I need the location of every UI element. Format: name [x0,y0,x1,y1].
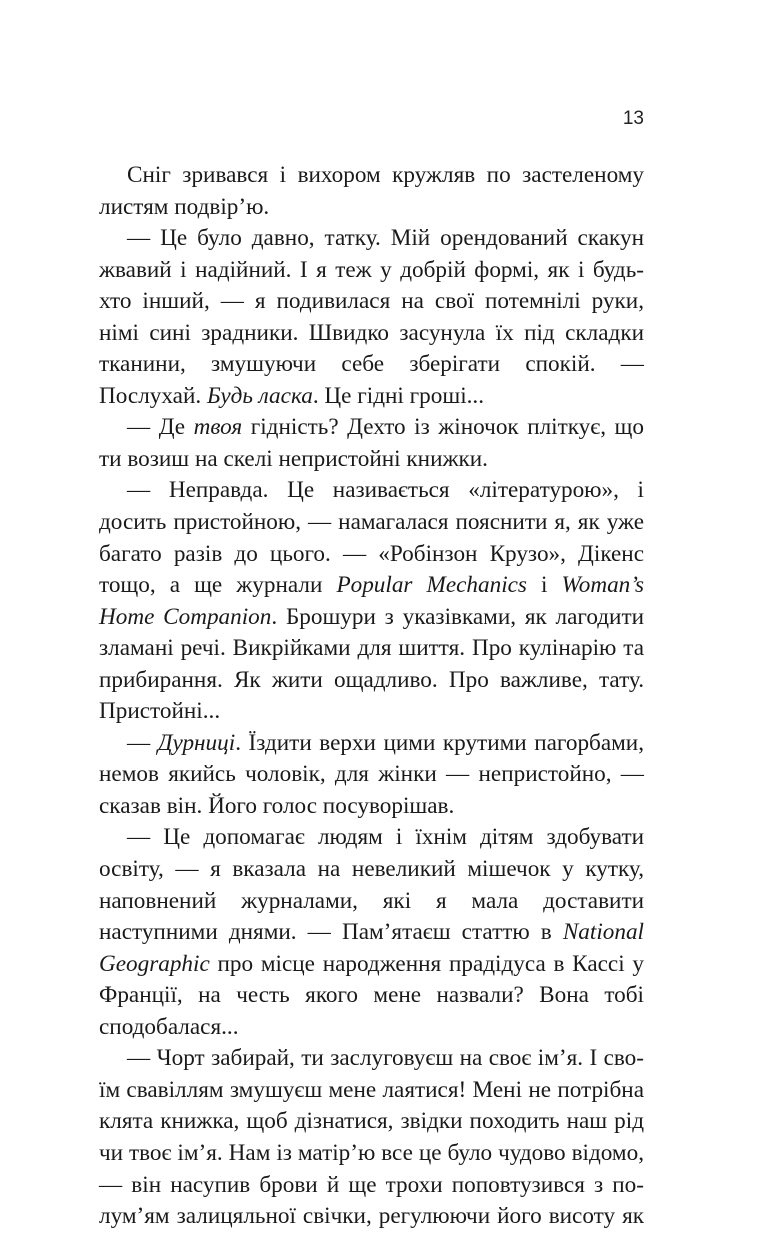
paragraph [99,160,644,223]
text-run: — Неправда. Це називається «літературою», і досить пристойною, — намагалася пояснити я, як уже багато разів до цього. — «Робінзон Крузо», Дікенс тощо, а ще журнали [99,477,644,599]
italic-text: Дурниці [157,729,236,756]
italic-text: твоя [193,414,243,441]
text-run: — Чорт забирай, ти заслуговуєш на своє ім’я. І своїм свавіллям змушуєш мене лаятися! Мені не потрібна клята книжка, щоб дізнатися, звідки походить наш рід чи твоє ім’я. Нам із матір’ю все це було чудово відомо, — він насупив брови й ще трохи поповтузився з полум’ям залицяльної свічки, регулюючи його висоту як [99,1045,644,1230]
paragraph [99,412,644,475]
paragraph [99,728,644,823]
paragraph [99,822,644,1043]
paragraph [99,1043,644,1232]
text-run: Сніг зривався і вихором кружляв по застеленому листям подвір’ю. [99,162,644,220]
body-text [99,160,644,1233]
text-run: — [127,729,158,756]
text-run: гідність? Дехто із жіночок пліткує, що ти возиш на скелі непристойні книжки. [99,414,644,472]
paragraph [99,223,644,412]
text-run: . Їздити верхи цими крутими пагорбами, немов якийсь чоловік, для жінки — непристойно, — сказав він. Його голос посуворішав. [99,729,644,819]
italic-text: Woman’s Home Companion [99,572,645,630]
italic-text: National Geographic [99,919,644,977]
paragraph [99,475,644,727]
text-run: . Це гідні гроші... [312,382,485,409]
text-run: — Це було давно, татку. Мій орендований скакун жвавий і надійний. І я теж у добрій формі, як і будь-хто інший, — я подивилася на свої потемнілі руки, німі сині зрадники. Швидко засунула їх під складки тканини, змушуючи себе зберігати спокій. — Послухай. [99,225,644,409]
italic-text: Будь ласка [206,382,313,409]
text-run: про місце народження прадідуса в Кассі у Франції, на честь якого мене назвали? Вона тобі сподобалася... [99,950,644,1040]
italic-text: Popular Mechanics [336,572,527,599]
text-run: — Де [127,414,194,441]
text-run: . Брошури з указівками, як лагодити зламані речі. Викрійками для шиття. Про кулінарію та прибирання. Як жити ощадливо. Про важливе, тату. Пристойні... [99,603,645,725]
page-number: 13 [622,108,644,129]
text-run: — Це допомагає людям і їхнім дітям здобувати освіту, — я вказала на невеликий мішечок у кутку, наповнений журналами, які я мала доставити наступними днями. — Пам’ятаєш статтю в [99,824,644,946]
text-run: і [526,572,562,599]
